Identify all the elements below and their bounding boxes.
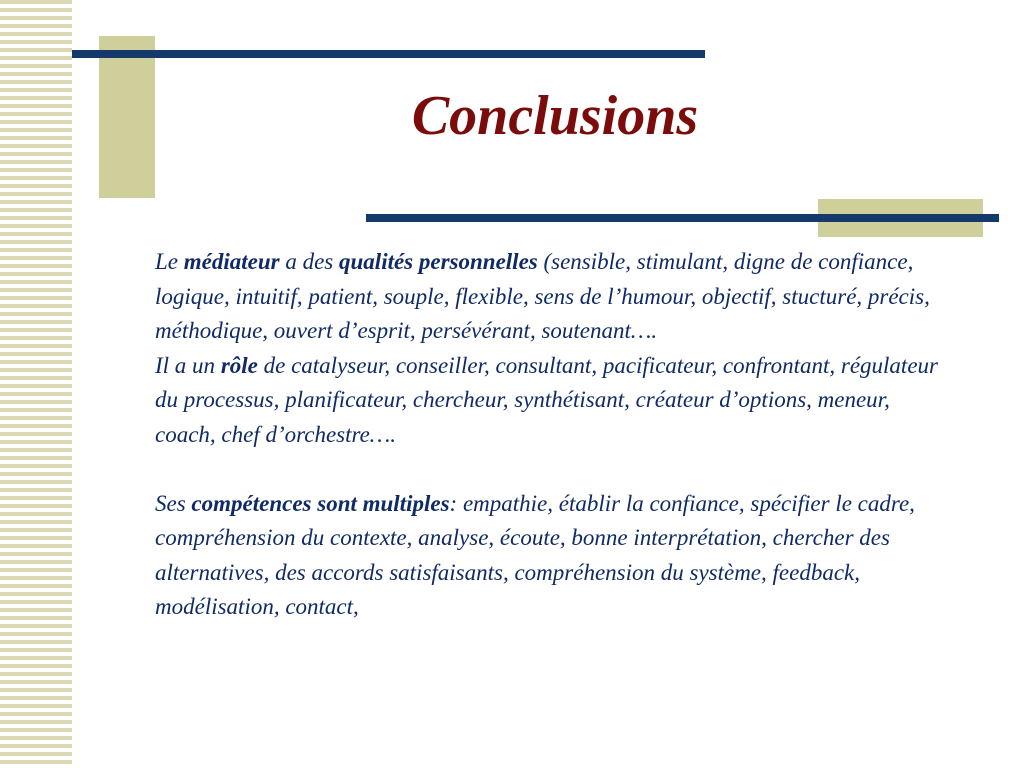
slide-body (155, 245, 945, 625)
role-intro: Il a un (155, 352, 221, 378)
qualities-list: (sensible, stimulant, digne de confiance, logique, intuitif, patient, souple, flexible, sens de l’humour, objectif, stucturé, précis, méthodique, ouvert d’esprit, persévérant, soutenant…. (155, 249, 930, 343)
bottom-navy-line (366, 214, 999, 222)
term-qualites-personnelles: qualités personnelles (339, 249, 538, 274)
qualities-mid: a des (279, 249, 340, 274)
term-role: rôle (220, 352, 258, 378)
term-mediateur: médiateur (183, 249, 280, 274)
qualities-intro: Le (155, 249, 184, 274)
top-navy-line (72, 50, 705, 58)
competences-list: : empathie, établir la confiance, spécifier le cadre, compréhension du contexte, analyse, écoute, bonne interprétation, chercher des alternatives, des accords satisfaisants, compréhension du système, feedback, modélisation, contact, (155, 490, 915, 619)
paragraph-spacer (155, 452, 945, 487)
paragraph-qualities (155, 245, 945, 349)
role-list: de catalyseur, conseiller, consultant, pacificateur, confrontant, régulateur du processus, planificateur, chercheur, synthétisant, créateur d’options, meneur, coach, chef d’orchestre…. (155, 352, 938, 447)
term-competences: compétences sont multiples (191, 490, 450, 516)
competences-intro: Ses (155, 490, 192, 516)
paragraph-role (155, 349, 945, 453)
paragraph-competences (155, 487, 945, 625)
slide-title: Conclusions (411, 85, 699, 147)
